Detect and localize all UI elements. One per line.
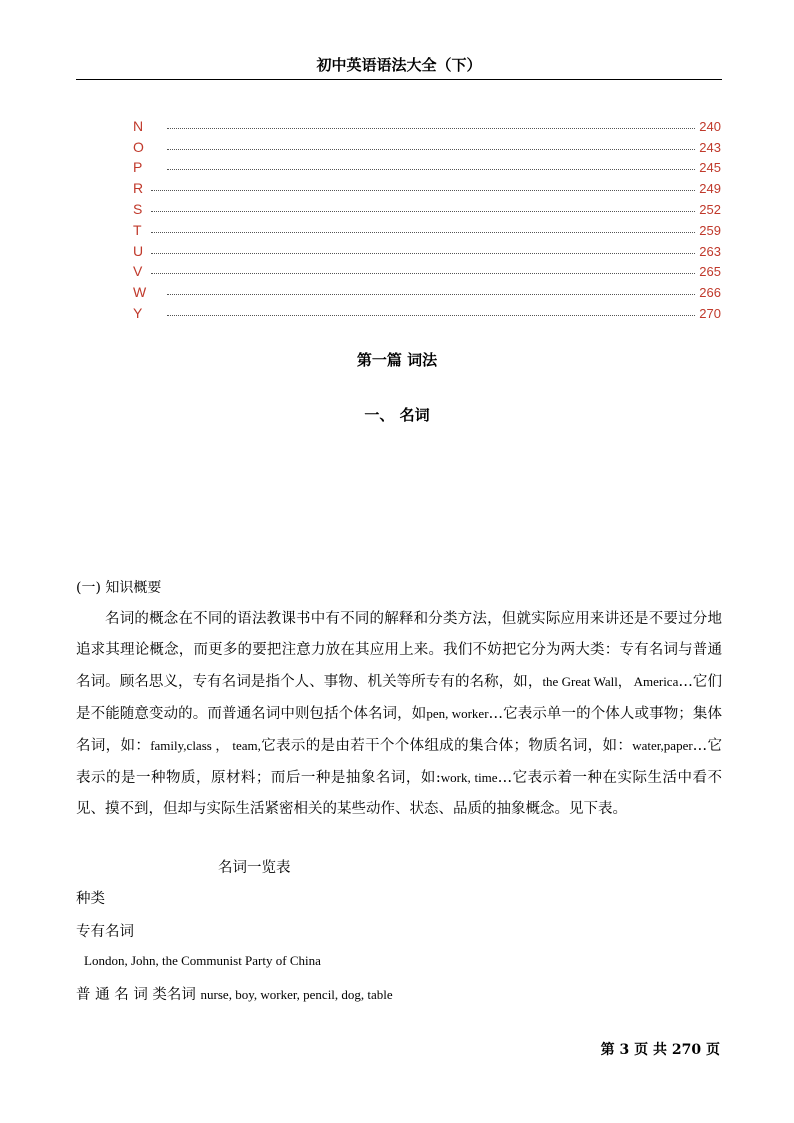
table-proper-noun-label: 专有名词: [76, 924, 134, 940]
chapter-title: 一、 名词: [364, 406, 430, 424]
toc-page-number: 245: [699, 160, 721, 176]
toc-row[interactable]: [133, 113, 721, 134]
example-words: the Great Wall， America: [542, 674, 679, 689]
table-title: 名词一览表: [218, 860, 291, 876]
toc-letter: W: [133, 284, 148, 301]
toc-leader-dots: [167, 293, 695, 295]
toc-page-number: 243: [699, 139, 721, 155]
paragraph-text: 名词的概念在不同的语法教课书中有不同的解释和分类方法，但就实际应用来讲还是不要过分地追求其理论概念，而更多的要把注意力放在其应用上来。我们不妨把它分为两大类：专有名词与普通名词。顾名思义，专有名词是指个人、事物、机关等所专有的名称，如，: [76, 611, 722, 690]
example-words: pen, worker: [426, 706, 489, 721]
table-kind-label: 种类: [76, 891, 105, 907]
example-words: water,paper: [632, 738, 693, 753]
toc-leader-dots: [167, 314, 695, 316]
example-words: nurse, boy, worker, pencil, dog, table: [200, 987, 393, 1002]
toc-leader-dots: [167, 127, 695, 129]
toc-leader-dots: [151, 189, 695, 191]
paragraph-text: 它表示的是由若干个个体组成的集合体；物质名词，如：: [260, 738, 633, 754]
toc-row[interactable]: [133, 196, 721, 217]
toc-leader-dots: [167, 148, 695, 150]
toc-letter: R: [133, 180, 145, 197]
toc-letter: T: [133, 221, 143, 238]
toc-page-number: 266: [699, 285, 721, 301]
toc-letter: S: [133, 200, 144, 217]
page-number: 第 3 页 共 270 页: [600, 1042, 720, 1058]
table-proper-noun-examples: [84, 953, 321, 969]
header-title: 初中英语语法大全（下）: [316, 56, 482, 74]
toc-row[interactable]: [133, 217, 721, 238]
part-title: 第一篇 词法: [356, 351, 438, 369]
toc-page-number: 263: [699, 243, 721, 259]
toc-leader-dots: [151, 272, 695, 274]
toc-page-number: 265: [699, 264, 721, 280]
paragraph-text: …它们是不能随意变动的。而普通名词中则包括个体名词，如: [76, 674, 722, 722]
common-noun-label: 普 通 名 词 类名词: [76, 987, 196, 1003]
paragraph-text: …它表示着一种在实际生活中看不见、摸不到，但却与实际生活紧密相关的某些动作、状态、品质的抽象概念。见下表。: [76, 770, 722, 817]
table-common-noun-row: [76, 983, 393, 1004]
toc-letter: Y: [133, 304, 144, 321]
body-paragraph: [76, 604, 722, 825]
toc-leader-dots: [151, 210, 695, 212]
toc-row[interactable]: [133, 259, 721, 280]
toc-letter: O: [133, 138, 145, 155]
toc-row[interactable]: [133, 175, 721, 196]
section-heading: (一) 知识概要: [76, 580, 162, 596]
paragraph-text: …它表示单一的个体人或事物；集体名词，如：: [76, 706, 722, 754]
toc-page-number: 249: [699, 181, 721, 197]
toc-page-number: 252: [699, 201, 721, 217]
example-words: family,class ， team,: [150, 738, 261, 753]
toc-page-number: 240: [699, 118, 721, 134]
toc-row[interactable]: [133, 134, 721, 155]
toc-leader-dots: [151, 231, 695, 233]
toc-letter: P: [133, 159, 144, 176]
toc-row[interactable]: [133, 279, 721, 300]
toc-letter: N: [133, 117, 145, 134]
toc-letter: V: [133, 263, 144, 280]
toc-row[interactable]: [133, 155, 721, 176]
toc-row[interactable]: [133, 300, 721, 321]
example-words: work, time: [440, 770, 498, 785]
toc-leader-dots: [167, 168, 695, 170]
table-of-contents: [133, 113, 721, 321]
toc-page-number: 259: [699, 222, 721, 238]
page-header: [76, 52, 722, 80]
toc-letter: U: [133, 242, 145, 259]
toc-page-number: 270: [699, 305, 721, 321]
toc-leader-dots: [151, 252, 695, 254]
example-words: London, John, the Communist Party of China: [84, 953, 321, 968]
paragraph-text: …它表示的是一种物质，原材料；而后一种是抽象名词，如:: [76, 738, 723, 786]
toc-row[interactable]: [133, 238, 721, 259]
